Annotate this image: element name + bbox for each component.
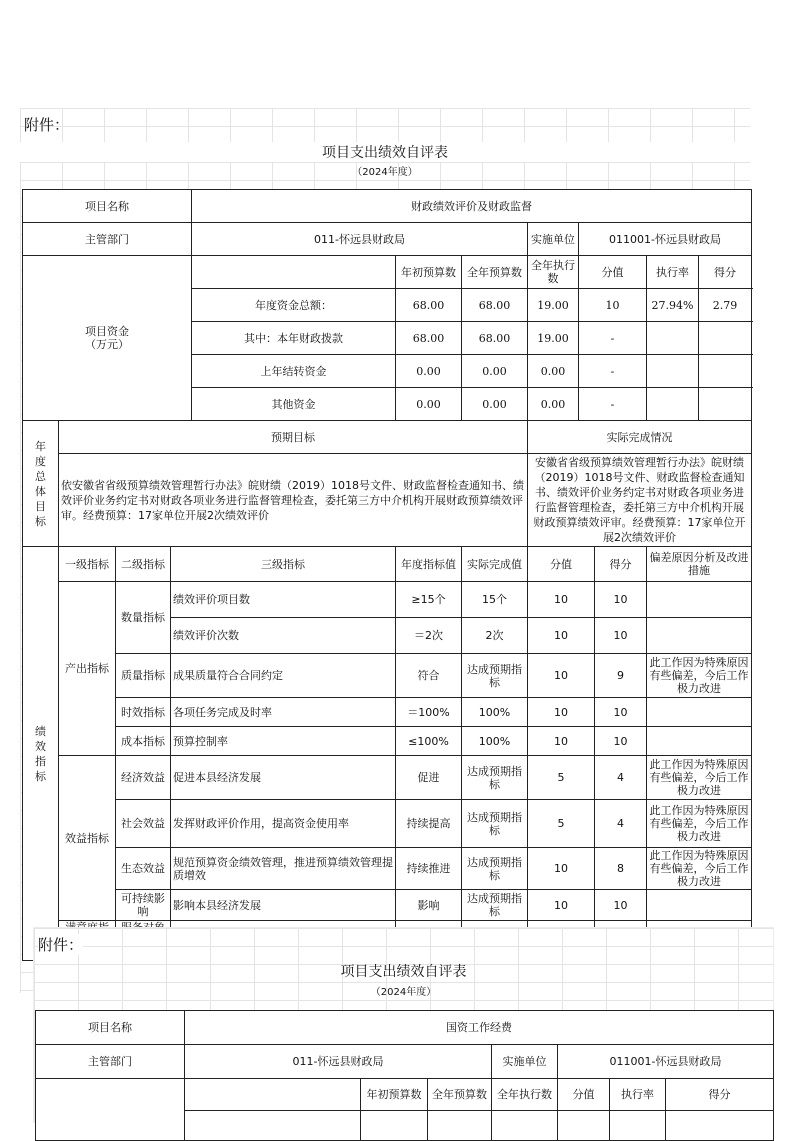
target-cell: 促进 xyxy=(396,756,462,800)
actual-cell: 达成预期指标 xyxy=(462,890,528,921)
dept-value: 011-怀远县财政局 xyxy=(192,223,528,256)
fund-label: 项目资金 （万元） xyxy=(23,256,192,421)
impl-label: 实施单位 xyxy=(492,1045,558,1079)
fund-cell: 0.00 xyxy=(528,388,579,421)
actual-cell: 100% xyxy=(462,698,528,727)
perf-header: 三级指标 xyxy=(171,547,396,582)
performance-table-2 xyxy=(35,1010,774,1141)
goal-expected-label: 预期目标 xyxy=(59,421,528,454)
note-cell: 此工作因为特殊原因有些偏差，今后工作极力改进 xyxy=(647,756,752,800)
year-label: （2024年度） xyxy=(352,167,418,178)
level3-cell: 发挥财政评价作用，提高资金使用率 xyxy=(171,800,396,848)
level3-cell: 规范预算资金绩效管理，推进预算绩效管理提质增效 xyxy=(171,848,396,890)
level2-cell: 成本指标 xyxy=(116,727,171,756)
fund-cell: 19.00 xyxy=(528,322,579,355)
level3-cell: 绩效评价次数 xyxy=(171,618,396,654)
level1-output: 产出指标 xyxy=(59,582,116,756)
got-cell: 9 xyxy=(595,654,647,698)
actual-cell: 100% xyxy=(462,727,528,756)
fund-cell xyxy=(647,322,699,355)
fund-header: 全年执行数 xyxy=(492,1079,558,1111)
note-cell xyxy=(647,890,752,921)
fund-header: 分值 xyxy=(579,256,647,289)
target-cell: ≥15个 xyxy=(396,582,462,618)
got-cell: 4 xyxy=(595,800,647,848)
project-name-value: 财政绩效评价及财政监督 xyxy=(192,190,752,223)
target-cell: 持续推进 xyxy=(396,848,462,890)
year-label: （2024年度） xyxy=(370,987,437,998)
note-cell xyxy=(647,618,752,654)
score-cell: 10 xyxy=(528,654,595,698)
goal-actual-label: 实际完成情况 xyxy=(528,421,752,454)
level2-cell: 生态效益 xyxy=(116,848,171,890)
performance-table-1 xyxy=(22,189,752,961)
note-cell xyxy=(647,582,752,618)
level2-cell: 社会效益 xyxy=(116,800,171,848)
level3-cell: 绩效评价项目数 xyxy=(171,582,396,618)
level1-benefit: 效益指标 xyxy=(59,756,116,921)
target-cell: ＝100% xyxy=(396,698,462,727)
fund-cell: 0.00 xyxy=(462,388,528,421)
got-cell: 4 xyxy=(595,756,647,800)
fund-cell xyxy=(647,355,699,388)
actual-cell: 达成预期指标 xyxy=(462,800,528,848)
fund-header: 分值 xyxy=(558,1079,610,1111)
got-cell: 10 xyxy=(595,890,647,921)
fund-cell: 68.00 xyxy=(396,322,462,355)
level2-cell: 数量指标 xyxy=(116,582,171,654)
fund-header: 全年预算数 xyxy=(462,256,528,289)
level3-cell: 预算控制率 xyxy=(171,727,396,756)
perf-section-label: 绩 效 指 标 xyxy=(23,547,59,961)
fund-cell: 19.00 xyxy=(528,289,579,322)
fund-cell: - xyxy=(579,388,647,421)
fund-cell: 10 xyxy=(579,289,647,322)
perf-header: 得分 xyxy=(595,547,647,582)
fund-row-label: 其中：本年财政拨款 xyxy=(192,322,396,355)
target-cell: ≤100% xyxy=(396,727,462,756)
fund-header: 得分 xyxy=(699,256,752,289)
perf-header: 实际完成值 xyxy=(462,547,528,582)
fund-cell: 0.00 xyxy=(528,355,579,388)
impl-value: 011001-怀远县财政局 xyxy=(558,1045,774,1079)
fund-header: 全年预算数 xyxy=(428,1079,492,1111)
score-cell: 10 xyxy=(528,618,595,654)
impl-value: 011001-怀远县财政局 xyxy=(579,223,752,256)
page-title: 项目支出绩效自评表 xyxy=(20,142,750,162)
score-cell: 10 xyxy=(528,890,595,921)
project-name-label: 项目名称 xyxy=(36,1011,185,1045)
perf-header: 一级指标 xyxy=(59,547,116,582)
goal-expected-text: 依安徽省省级预算绩效管理暂行办法》皖财绩（2019）1018号文件、财政监督检查通知书、绩效评价业务约定书对财政各项业务进行监督管理检查，委托第三方中介机构开展财政预算绩效评审。经费预算：17家单位开展2次绩效评价 xyxy=(59,454,528,547)
level2-cell: 质量指标 xyxy=(116,654,171,698)
fund-cell: - xyxy=(579,322,647,355)
actual-cell: 达成预期指标 xyxy=(462,654,528,698)
got-cell: 8 xyxy=(595,848,647,890)
fund-cell: - xyxy=(579,355,647,388)
fund-cell xyxy=(699,355,752,388)
score-cell: 10 xyxy=(528,698,595,727)
level3-cell: 促进本县经济发展 xyxy=(171,756,396,800)
fund-cell: 27.94% xyxy=(647,289,699,322)
fund-header: 执行率 xyxy=(610,1079,666,1111)
target-cell: ＝2次 xyxy=(396,618,462,654)
level3-cell: 影响本县经济发展 xyxy=(171,890,396,921)
fund-cell: 0.00 xyxy=(396,355,462,388)
note-cell xyxy=(647,727,752,756)
level2-cell: 经济效益 xyxy=(116,756,171,800)
project-name-label: 项目名称 xyxy=(23,190,192,223)
fund-row-label: 上年结转资金 xyxy=(192,355,396,388)
fund-cell: 0.00 xyxy=(396,388,462,421)
fund-header: 全年执行数 xyxy=(528,256,579,289)
fund-cell xyxy=(699,322,752,355)
perf-header: 分值 xyxy=(528,547,595,582)
note-cell: 此工作因为特殊原因有些偏差，今后工作极力改进 xyxy=(647,848,752,890)
actual-cell: 达成预期指标 xyxy=(462,756,528,800)
dept-label: 主管部门 xyxy=(36,1045,185,1079)
fund-header: 得分 xyxy=(666,1079,774,1111)
perf-header: 年度指标值 xyxy=(396,547,462,582)
got-cell: 10 xyxy=(595,618,647,654)
fund-cell: 68.00 xyxy=(396,289,462,322)
score-cell: 10 xyxy=(528,848,595,890)
got-cell: 10 xyxy=(595,727,647,756)
fund-header: 年初预算数 xyxy=(396,256,462,289)
perf-header: 偏差原因分析及改进措施 xyxy=(647,547,752,582)
fund-cell: 68.00 xyxy=(462,289,528,322)
page-title: 项目支出绩效自评表 xyxy=(340,964,467,980)
level2-cell: 时效指标 xyxy=(116,698,171,727)
dept-label: 主管部门 xyxy=(23,223,192,256)
score-cell: 10 xyxy=(528,582,595,618)
fund-row-label: 其他资金 xyxy=(192,388,396,421)
actual-cell: 达成预期指标 xyxy=(462,848,528,890)
perf-header: 二级指标 xyxy=(116,547,171,582)
note-cell xyxy=(647,698,752,727)
score-cell: 10 xyxy=(528,727,595,756)
fund-cell: 0.00 xyxy=(462,355,528,388)
got-cell: 10 xyxy=(595,698,647,727)
fund-cell: 2.79 xyxy=(699,289,752,322)
impl-label: 实施单位 xyxy=(528,223,579,256)
attachment-label: 附件： xyxy=(38,936,84,954)
actual-cell: 2次 xyxy=(462,618,528,654)
fund-cell: 68.00 xyxy=(462,322,528,355)
level2-cell: 可持续影响 xyxy=(116,890,171,921)
fund-cell xyxy=(699,388,752,421)
fund-row-label: 年度资金总额： xyxy=(192,289,396,322)
note-cell: 此工作因为特殊原因有些偏差，今后工作极力改进 xyxy=(647,800,752,848)
attachment-label: 附件： xyxy=(24,116,70,134)
fund-header: 执行率 xyxy=(647,256,699,289)
target-cell: 持续提高 xyxy=(396,800,462,848)
score-cell: 5 xyxy=(528,800,595,848)
got-cell: 10 xyxy=(595,582,647,618)
goal-actual-text: 安徽省省级预算绩效管理暂行办法》皖财绩（2019）1018号文件、财政监督检查通知书、绩效评价业务约定书对财政各项业务进行监督管理检查，委托第三方中介机构开展财政预算绩效评审。经费预算：17家单位开展2次绩效评价 xyxy=(528,454,752,547)
level3-cell: 各项任务完成及时率 xyxy=(171,698,396,727)
target-cell: 影响 xyxy=(396,890,462,921)
score-cell: 5 xyxy=(528,756,595,800)
note-cell: 此工作因为特殊原因有些偏差，今后工作极力改进 xyxy=(647,654,752,698)
fund-cell xyxy=(647,388,699,421)
fund-header-blank xyxy=(192,256,396,289)
goal-section-label: 年 度 总 体 目 标 xyxy=(23,421,59,547)
target-cell: 符合 xyxy=(396,654,462,698)
level3-cell: 成果质量符合合同约定 xyxy=(171,654,396,698)
dept-value: 011-怀远县财政局 xyxy=(185,1045,492,1079)
project-name-value: 国资工作经费 xyxy=(185,1011,774,1045)
fund-header: 年初预算数 xyxy=(361,1079,428,1111)
actual-cell: 15个 xyxy=(462,582,528,618)
